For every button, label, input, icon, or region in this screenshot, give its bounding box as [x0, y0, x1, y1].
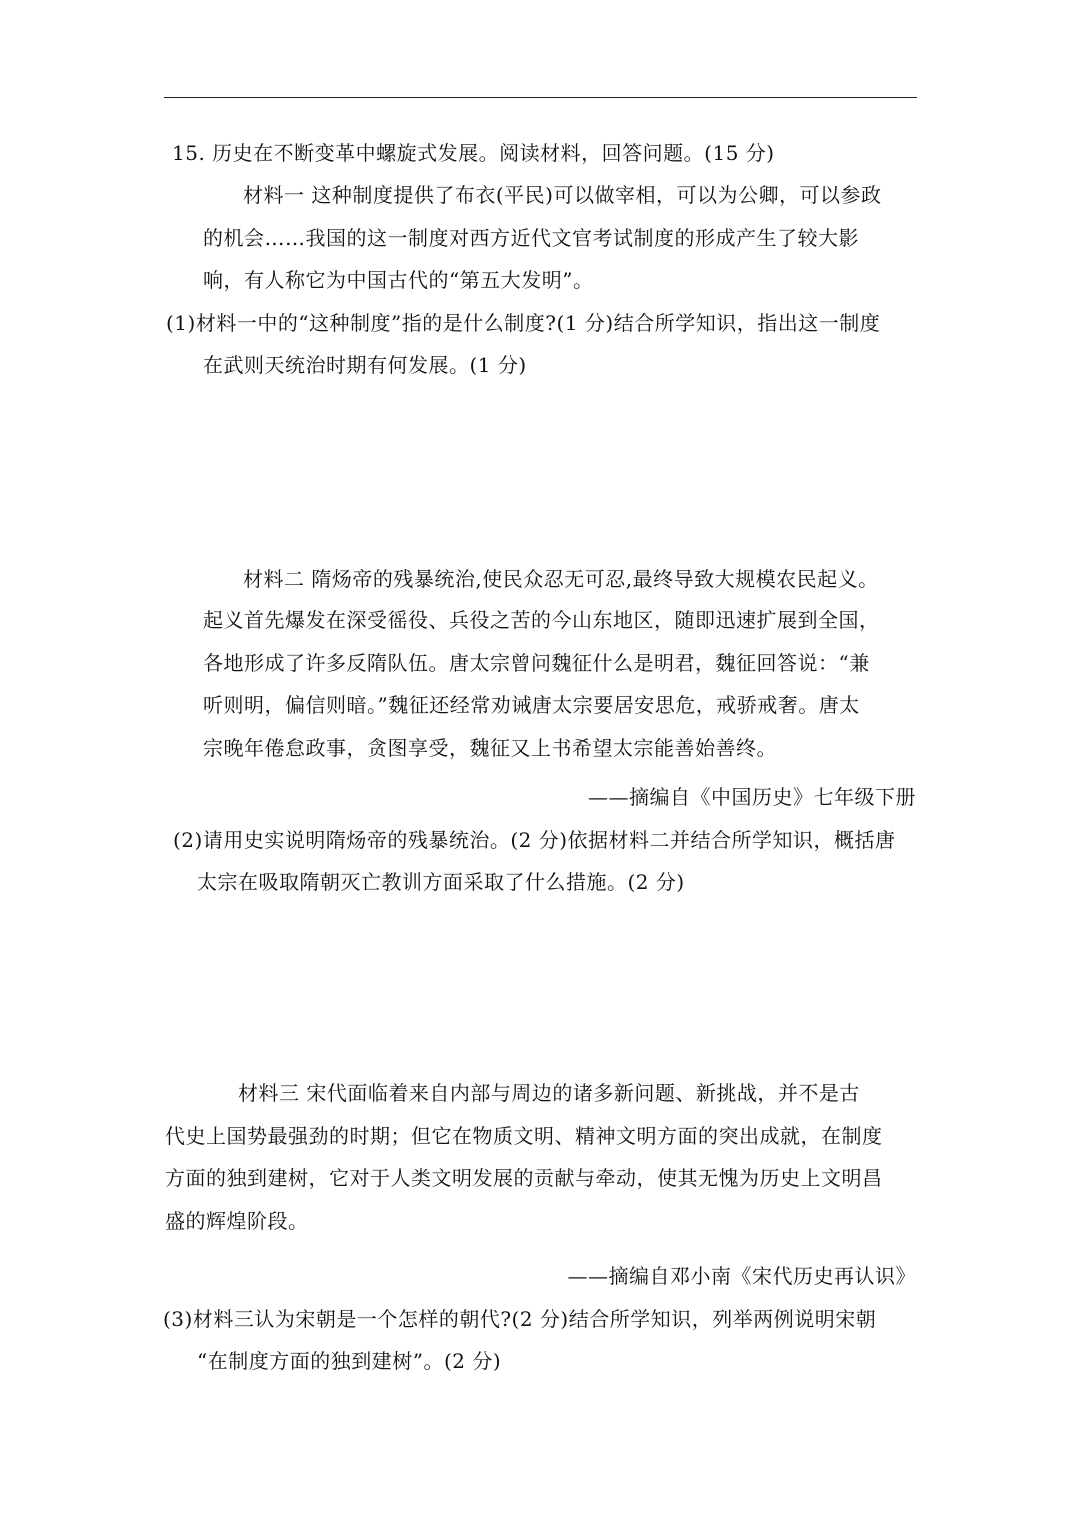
question-stem: 15. 历史在不断变革中螺旋式发展。阅读材料，回答问题。(15 分) [172, 141, 775, 165]
question-3-line: (3)材料三认为宋朝是一个怎样的朝代?(2 分)结合所学知识，列举两例说明宋朝 [163, 1307, 877, 1331]
question-3-line: “在制度方面的独到建树”。(2 分) [197, 1349, 502, 1373]
material-2-line: 材料二 隋炀帝的残暴统治,使民众忍无可忍,最终导致大规模农民起义。 [243, 567, 879, 591]
question-1-line: (1)材料一中的“这种制度”指的是什么制度?(1 分)结合所学知识，指出这一制度 [166, 311, 881, 335]
question-2-line: (2)请用史实说明隋炀帝的残暴统治。(2 分)依据材料二并结合所学知识，概括唐 [173, 828, 896, 852]
material-2-source: ——摘编自《中国历史》七年级下册 [588, 785, 916, 809]
material-3-line: 方面的独到建树，它对于人类文明发展的贡献与牵动，使其无愧为历史上文明昌 [165, 1166, 883, 1190]
question-2-line: 太宗在吸取隋朝灭亡教训方面采取了什么措施。(2 分) [197, 870, 685, 894]
material-1-line: 材料一 这种制度提供了布衣(平民)可以做宰相，可以为公卿，可以参政 [243, 183, 882, 207]
material-3-line: 盛的辉煌阶段。 [165, 1209, 309, 1233]
material-1-line: 的机会……我国的这一制度对西方近代文官考试制度的形成产生了较大影 [203, 226, 859, 250]
material-3-source: ——摘编自邓小南《宋代历史再认识》 [567, 1264, 916, 1288]
material-3-line: 材料三 宋代面临着来自内部与周边的诸多新问题、新挑战，并不是古 [238, 1081, 860, 1105]
question-1-line: 在武则天统治时期有何发展。(1 分) [203, 353, 527, 377]
material-2-line: 各地形成了许多反隋队伍。唐太宗曾问魏征什么是明君，魏征回答说：“兼 [203, 651, 870, 675]
material-2-line: 起义首先爆发在深受徭役、兵役之苦的今山东地区，随即迅速扩展到全国， [203, 608, 880, 632]
material-2-line: 听则明，偏信则暗。”魏征还经常劝诫唐太宗要居安思危，戒骄戒奢。唐太 [203, 693, 860, 717]
material-3-line: 代史上国势最强劲的时期；但它在物质文明、精神文明方面的突出成就，在制度 [165, 1124, 883, 1148]
material-2-line: 宗晚年倦怠政事，贪图享受，魏征又上书希望太宗能善始善终。 [203, 736, 777, 760]
header-rule [164, 97, 917, 98]
material-1-line: 响，有人称它为中国古代的“第五大发明”。 [203, 268, 594, 292]
